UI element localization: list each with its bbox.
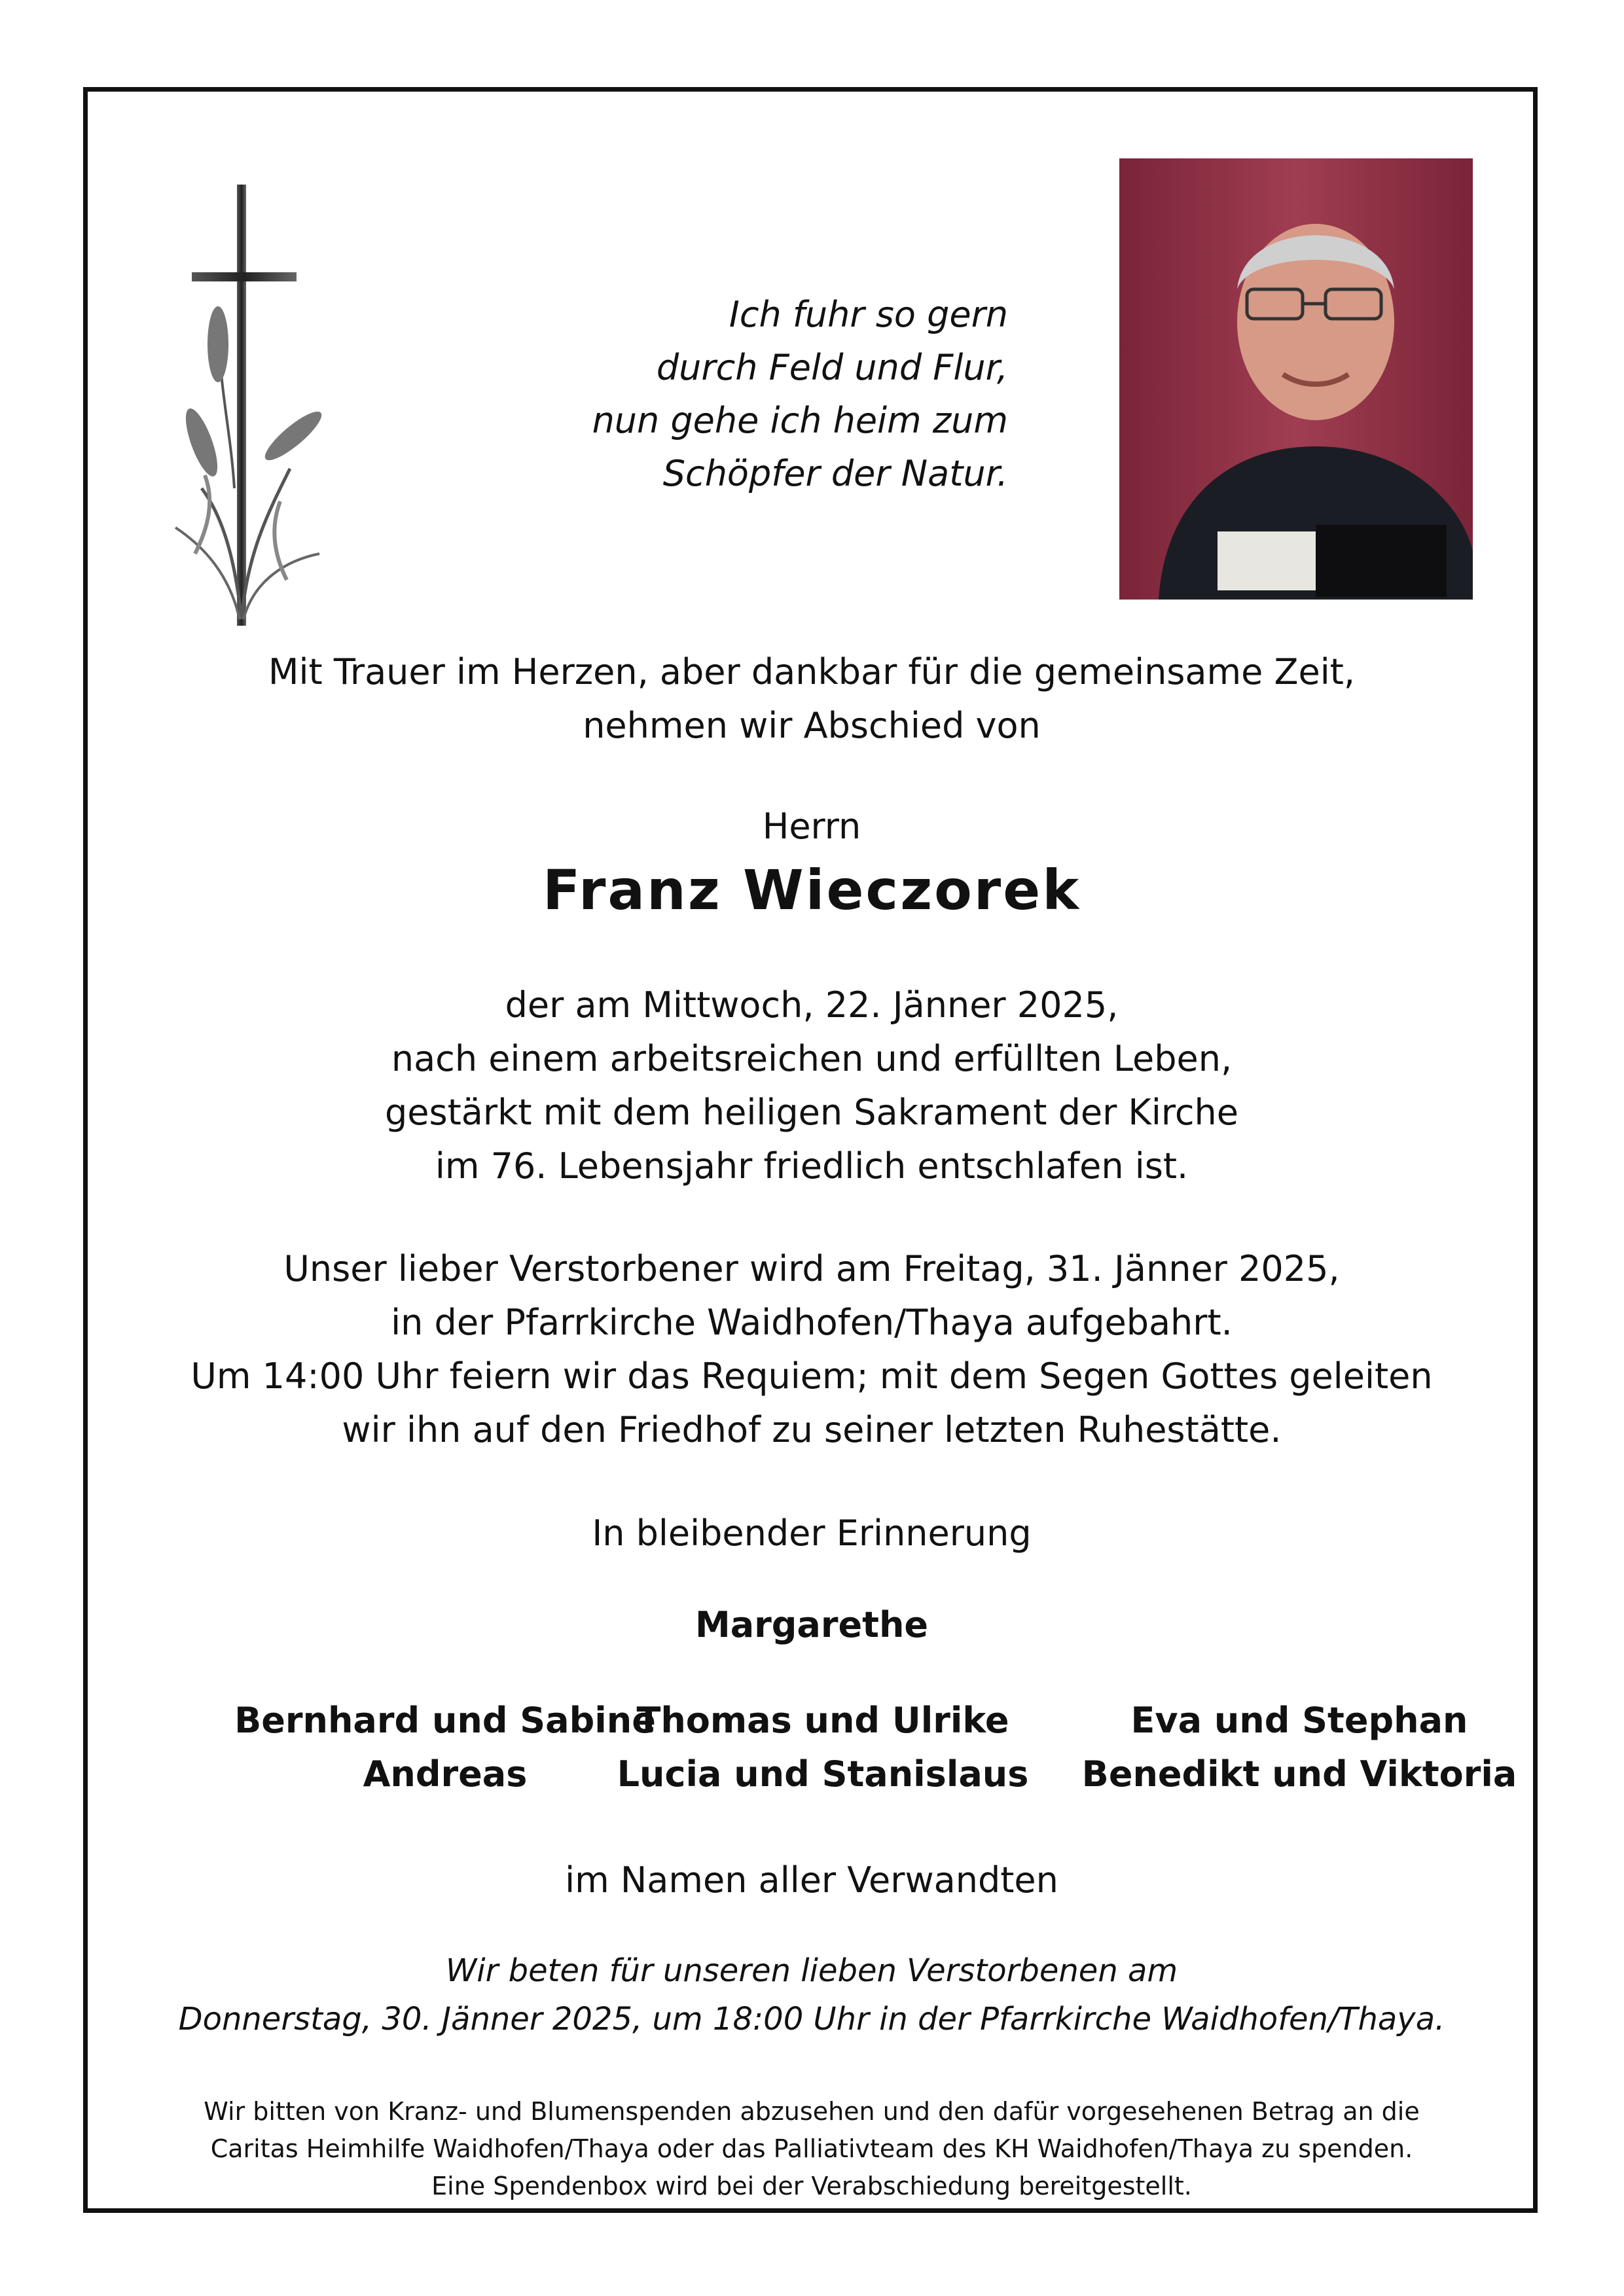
funeral-line: in der Pfarrkirche Waidhofen/Thaya aufgebahrt. (391, 1302, 1233, 1343)
family-line: Thomas und Ulrike (636, 1700, 1009, 1741)
poem-line: Ich fuhr so gern (729, 294, 1008, 335)
relatives-line: im Namen aller Verwandten (565, 1859, 1058, 1901)
death-line: im 76. Lebensjahr friedlich entschlafen ist. (435, 1145, 1189, 1187)
donation-line: Wir bitten von Kranz- und Blumenspenden abzusehen und den dafür vorgesehenen Betrag an die (204, 2097, 1420, 2126)
donation-line: Caritas Heimhilfe Waidhofen/Thaya oder das Palliativteam des KH Waidhofen/Thaya zu spenden. (210, 2134, 1413, 2163)
family-column-2 (594, 1694, 1052, 1801)
donation-line: Eine Spendenbox wird bei der Verabschiedung bereitgestellt. (431, 2172, 1192, 2200)
death-line: nach einem arbeitsreichen und erfüllten Leben, (391, 1038, 1233, 1079)
poem-line: durch Feld und Flur, (656, 347, 1008, 388)
intro-text (157, 645, 1466, 753)
spouse-name: Margarethe (695, 1604, 929, 1645)
family-line: Eva und Stephan (1130, 1700, 1468, 1741)
salutation: Herrn (762, 806, 861, 847)
remembrance: In bleibender Erinnerung (592, 1513, 1032, 1554)
death-line: der am Mittwoch, 22. Jänner 2025, (505, 984, 1119, 1026)
funeral-text (157, 1242, 1466, 1457)
family-line: Andreas (363, 1753, 528, 1795)
cross-with-wheat-icon (156, 161, 333, 639)
funeral-line: Um 14:00 Uhr feiern wir das Requiem; mit dem Segen Gottes geleiten (190, 1355, 1433, 1397)
prayer-line: Donnerstag, 30. Jänner 2025, um 18:00 Uhr in der Pfarrkirche Waidhofen/Thaya. (178, 2001, 1445, 2037)
intro-line: nehmen wir Abschied von (583, 705, 1041, 746)
intro-line: Mit Trauer im Herzen, aber dankbar für die gemeinsame Zeit, (268, 651, 1356, 692)
prayer-line: Wir beten für unseren lieben Verstorbenen am (445, 1952, 1178, 1989)
donation-note (157, 2093, 1466, 2205)
family-column-3 (1070, 1694, 1528, 1801)
death-line: gestärkt mit dem heiligen Sakrament der Kirche (384, 1092, 1238, 1133)
funeral-line: Unser lieber Verstorbener wird am Freitag, 31. Jänner 2025, (283, 1248, 1340, 1289)
poem-line: nun gehe ich heim zum (592, 400, 1008, 441)
death-text (157, 978, 1466, 1193)
funeral-line: wir ihn auf den Friedhof zu seiner letzten Ruhestätte. (342, 1409, 1282, 1450)
deceased-name: Franz Wieczorek (542, 858, 1081, 922)
portrait-photo (1119, 158, 1473, 600)
poem (471, 288, 1008, 500)
poem-line: Schöpfer der Natur. (662, 453, 1008, 494)
family-line: Bernhard und Sabine (234, 1700, 656, 1741)
prayer-text (157, 1946, 1466, 2043)
family-line: Lucia und Stanislaus (617, 1753, 1029, 1795)
family-line: Benedikt und Viktoria (1081, 1753, 1517, 1795)
